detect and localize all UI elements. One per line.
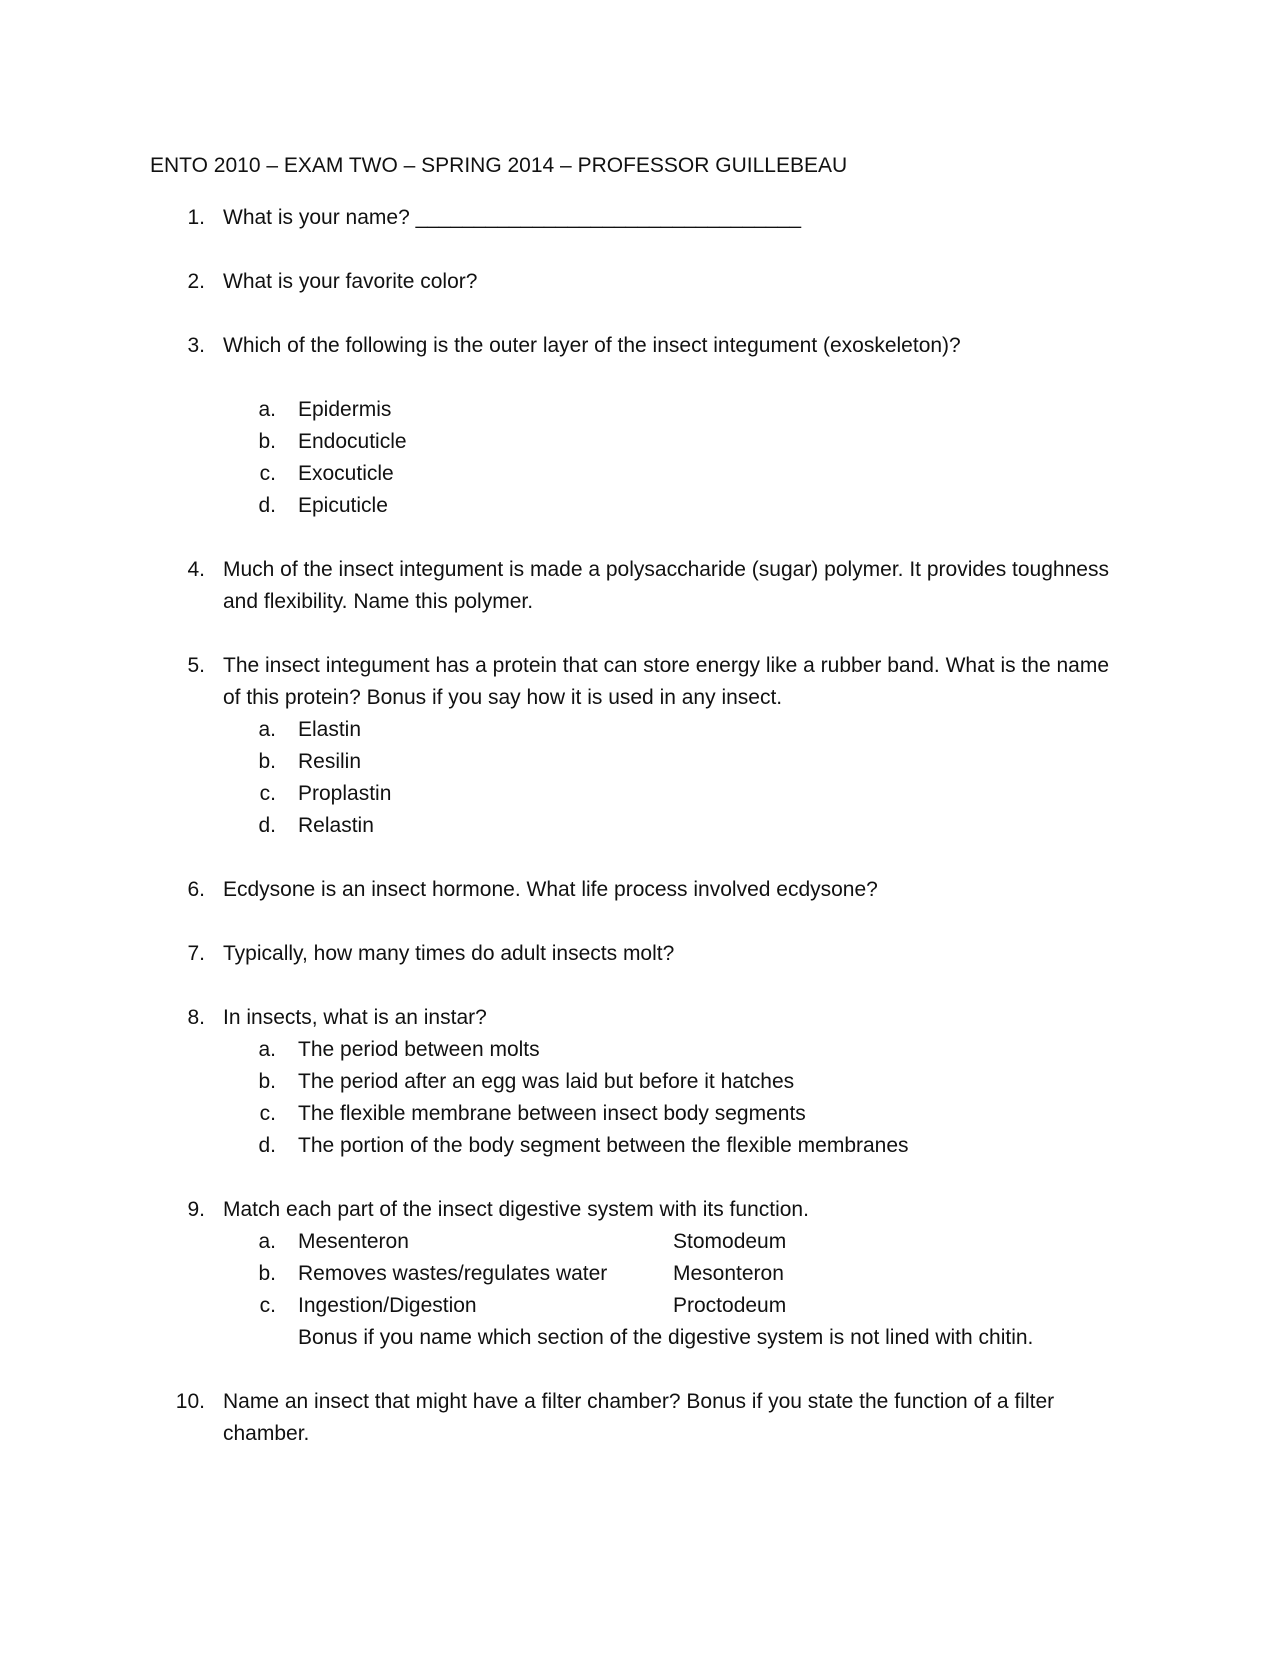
question-number: 8. [187, 1006, 205, 1029]
match-term: Stomodeum [673, 1230, 787, 1253]
question-number: 2. [187, 270, 205, 293]
question-text-line: Much of the insect integument is made a polysaccharide (sugar) polymer. It provides toughness [223, 558, 1109, 581]
option-text: Proplastin [298, 782, 392, 805]
question-number: 10. [175, 1390, 205, 1413]
option-label: a. [258, 398, 276, 421]
match-term: Proctodeum [673, 1294, 787, 1317]
option-label: d. [258, 1134, 276, 1157]
question-number: 9. [187, 1198, 205, 1221]
question-number: 3. [187, 334, 205, 357]
option-text: Mesenteron [298, 1230, 409, 1253]
option-text: The flexible membrane between insect body segments [298, 1102, 806, 1125]
question-text-line: The insect integument has a protein that can store energy like a rubber band. What is the name [223, 654, 1110, 677]
option-text: Removes wastes/regulates water [298, 1262, 608, 1285]
option-text: The period after an egg was laid but before it hatches [298, 1070, 795, 1093]
option-label: c. [259, 462, 276, 485]
question-number: 5. [187, 654, 205, 677]
question-text: Match each part of the insect digestive system with its function. [223, 1198, 809, 1221]
question-text: Ecdysone is an insect hormone. What life process involved ecdysone? [223, 878, 878, 901]
option-label: b. [258, 1070, 276, 1093]
match-term: Mesonteron [673, 1262, 784, 1285]
question-number: 7. [187, 942, 205, 965]
option-label: c. [259, 1294, 276, 1317]
option-label: b. [258, 750, 276, 773]
question-text: In insects, what is an instar? [223, 1006, 487, 1029]
option-text: Resilin [298, 750, 362, 773]
option-label: d. [258, 494, 276, 517]
option-label: a. [258, 1230, 276, 1253]
question-text-line: Name an insect that might have a filter chamber? Bonus if you state the function of a filter [223, 1390, 1055, 1413]
option-label: a. [258, 718, 276, 741]
option-text: Epicuticle [298, 494, 388, 517]
bonus-text: Bonus if you name which section of the digestive system is not lined with chitin. [298, 1326, 1034, 1349]
option-text: Endocuticle [298, 430, 407, 453]
question-text: Typically, how many times do adult insects molt? [223, 942, 675, 965]
exam-header: ENTO 2010 – EXAM TWO – SPRING 2014 – PROFESSOR GUILLEBEAU [150, 154, 848, 177]
option-text: Epidermis [298, 398, 392, 421]
question-number: 4. [187, 558, 205, 581]
question-text: Which of the following is the outer layer of the insect integument (exoskeleton)? [223, 334, 961, 357]
question-number: 1. [187, 206, 205, 229]
option-text: Ingestion/Digestion [298, 1294, 477, 1317]
option-text: Exocuticle [298, 462, 394, 485]
option-text: The period between molts [298, 1038, 540, 1061]
question-number: 6. [187, 878, 205, 901]
option-label: a. [258, 1038, 276, 1061]
option-label: b. [258, 430, 276, 453]
question-text-line: and flexibility. Name this polymer. [223, 590, 534, 613]
question-text-line: chamber. [223, 1422, 310, 1445]
option-text: Elastin [298, 718, 362, 741]
option-text: Relastin [298, 814, 374, 837]
question-text: What is your name? _________________________________ [223, 206, 801, 229]
option-label: b. [258, 1262, 276, 1285]
option-label: c. [259, 1102, 276, 1125]
option-text: The portion of the body segment between the flexible membranes [298, 1134, 909, 1157]
question-text: What is your favorite color? [223, 270, 478, 293]
option-label: d. [258, 814, 276, 837]
question-text-line: of this protein? Bonus if you say how it is used in any insect. [223, 686, 783, 709]
option-label: c. [259, 782, 276, 805]
